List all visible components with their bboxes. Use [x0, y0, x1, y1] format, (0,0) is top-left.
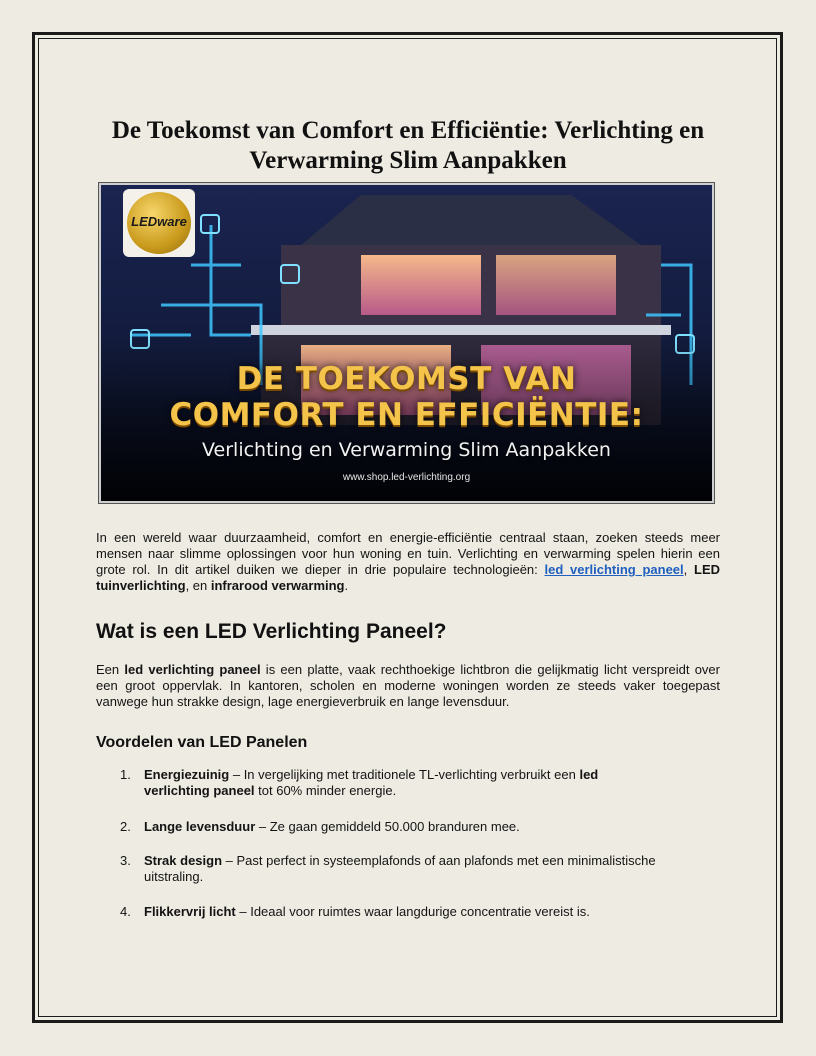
- logo-coin-icon: [127, 192, 191, 254]
- list-body: tot 60% minder energie.: [254, 783, 397, 798]
- intro-text: In een wereld waar duurzaamheid, comfort en energie-efficiëntie centraal staan, zoeken steeds meer mensen naar slimme oplossingen voor hun woning en tuin. Verlichting en verwarming spelen hierin een grote rol. In dit artikel duiken we dieper in drie populaire technologieën:: [96, 530, 720, 577]
- hero-headline-line1: DE TOEKOMST VAN: [236, 361, 577, 397]
- section-paragraph: [96, 662, 720, 710]
- section-text: Een: [96, 662, 125, 677]
- intro-bold-garden: LED tuinverlichting: [96, 562, 720, 593]
- hero-image: [101, 185, 712, 501]
- subsection-heading: Voordelen van LED Panelen: [96, 734, 308, 751]
- page-title: De Toekomst van Comfort en Efficiëntie: Verlichting en Verwarming Slim Aanpakken: [111, 117, 705, 174]
- section-bold: led verlichting paneel: [124, 662, 261, 677]
- list-bold: Strak design: [144, 853, 223, 868]
- list-text: [144, 853, 660, 885]
- intro-bold-infrared: infrarood verwarming: [210, 578, 345, 593]
- list-text: [144, 819, 660, 835]
- hero-url: www.shop.led-verlichting.org: [342, 472, 471, 483]
- intro-paragraph: [96, 530, 720, 594]
- list-text: [144, 767, 660, 799]
- led-panel-link[interactable]: led verlichting paneel: [544, 562, 684, 577]
- list-bold: Energiezuinig: [144, 767, 230, 782]
- list-body: – Ze gaan gemiddeld 50.000 branduren mee.: [255, 819, 520, 834]
- list-number: 3.: [120, 853, 131, 868]
- ledware-logo: [123, 189, 195, 257]
- intro-end: .: [344, 578, 349, 593]
- hero-subline: Verlichting en Verwarming Slim Aanpakken: [202, 439, 611, 461]
- list-number: 2.: [120, 819, 131, 834]
- list-bold: Lange levensduur: [144, 819, 256, 834]
- hero-headline-line2: COMFORT EN EFFICIËNTIE:: [169, 397, 644, 433]
- list-body: – In vergelijking met traditionele TL-verlichting verbruikt een: [229, 767, 580, 782]
- section-heading: Wat is een LED Verlichting Paneel?: [96, 620, 447, 643]
- list-bold: Flikkervrij licht: [144, 904, 236, 919]
- logo-text: LEDware: [131, 214, 187, 229]
- list-body: – Ideaal voor ruimtes waar langdurige concentratie vereist is.: [235, 904, 590, 919]
- intro-sep: , en: [185, 578, 211, 593]
- section-text: is een platte, vaak rechthoekige lichtbron die gelijkmatig licht verspreidt over een groot oppervlak. In kantoren, scholen en moderne woningen worden ze steeds vaker toegepast vanwege hun strakke design, lage energieverbruik en lange levensduur.: [96, 662, 720, 709]
- list-number: 1.: [120, 767, 131, 782]
- list-body: – Past perfect in systeemplafonds of aan plafonds met een minimalistische uitstraling.: [144, 853, 656, 884]
- intro-sep: ,: [683, 562, 694, 577]
- list-text: [144, 904, 660, 920]
- list-bold: led verlichting paneel: [144, 767, 599, 798]
- list-number: 4.: [120, 904, 131, 919]
